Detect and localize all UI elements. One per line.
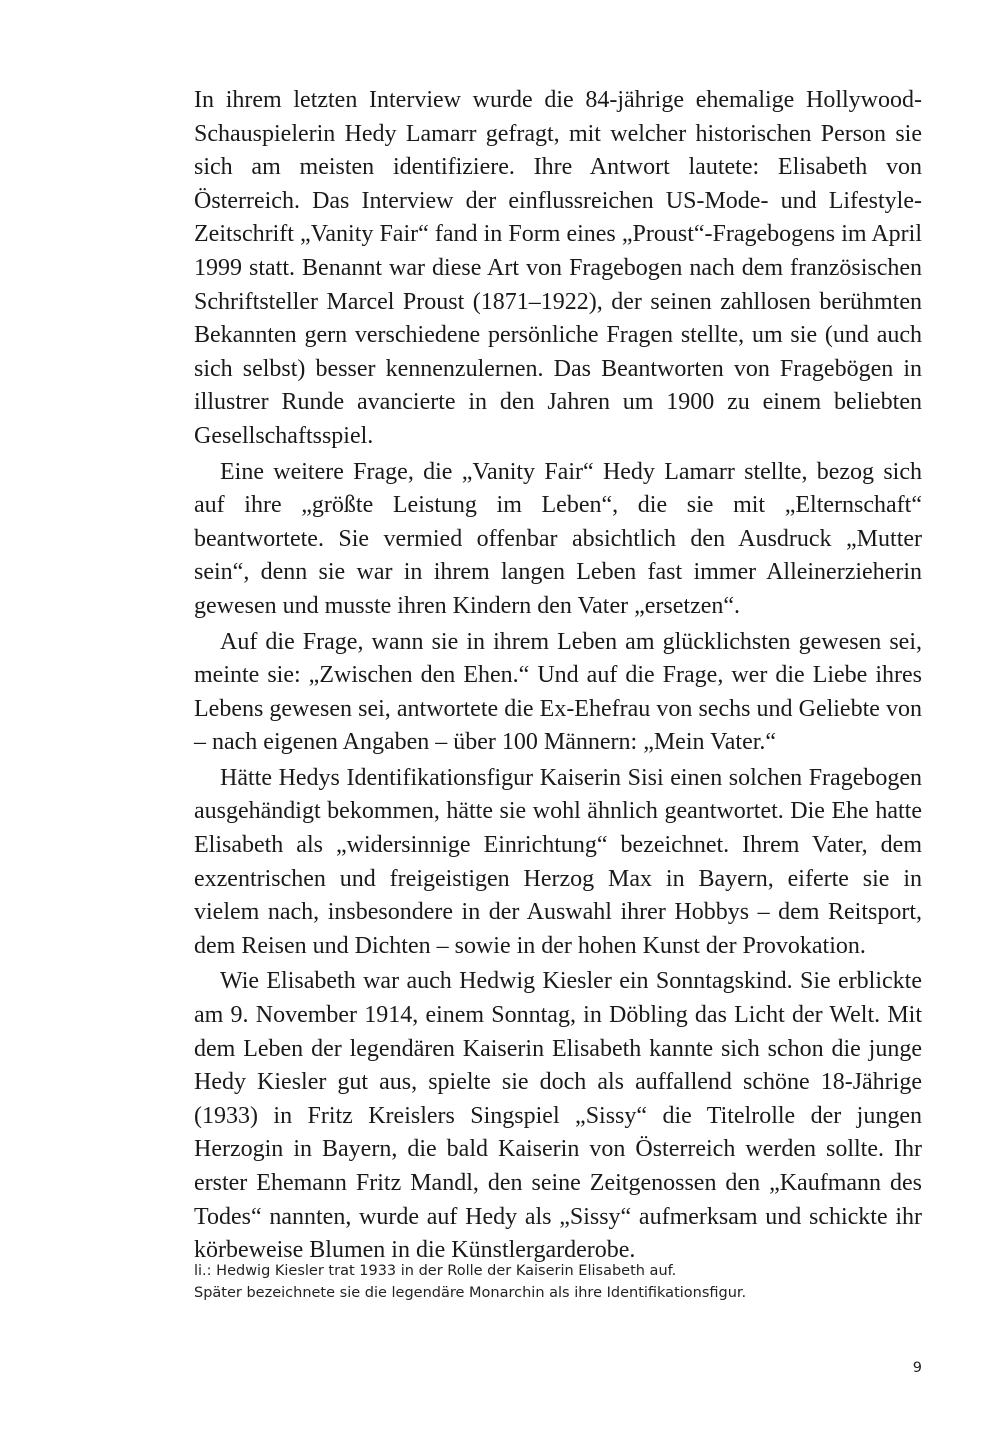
paragraph-4: Hätte Hedys Identifikationsfigur Kaiserin Sisi einen solchen Fragebogen ausgehändigt bekommen, hätte sie wohl ähnlich geantwortet. Die Ehe hatte Elisabeth als „widersinnige Einrichtung“ bezeichnet. Ihrem Vater, dem exzentrischen und freigeistigen Herzog Max in Bayern, eiferte sie in vielem nach, insbesondere in der Auswahl ihrer Hobbys – dem Reitsport, dem Reisen und Dichten – sowie in der hohen Kunst der Provokation. — [194, 764, 922, 959]
paragraph-1: In ihrem letzten Interview wurde die 84-jährige ehemalige Hollywood-Schauspielerin Hedy Lamarr gefragt, mit welcher historischen Person sie sich am meisten identifiziere. Ihre Antwort lautete: Elisabeth von Österreich. Das Interview der einflussreichen US-Mode- und Lifestyle-Zeitschrift „Vanity Fair“ fand in Form eines „Proust“-Fragebogens im April 1999 statt. Benannt war diese Art von Fragebogen nach dem französischen Schriftsteller Marcel Proust (1871–1922), der seinen zahllosen berühmten Bekannten gern verschiedene persönliche Fragen stellte, um sie (und auch sich selbst) besser kennenzulernen. Das Beantworten von Fragebögen in illustrer Runde avancierte in den Jahren um 1900 zu einem beliebten Gesellschaftsspiel. — [194, 87, 922, 449]
paragraph-3: Auf die Frage, wann sie in ihrem Leben am glücklichsten gewesen sei, meinte sie: „Zwischen den Ehen.“ Und auf die Frage, wer die Liebe ihres Lebens gewesen sei, antwortete die Ex-Ehefrau von sechs und Geliebte von – nach eigenen Angaben – über 100 Männern: „Mein Vater.“ — [194, 628, 922, 756]
body-text — [194, 84, 922, 1270]
paragraph-5: Wie Elisabeth war auch Hedwig Kiesler ein Sonntagskind. Sie erblickte am 9. November 1914, einem Sonntag, in Döbling das Licht der Welt. Mit dem Leben der legendären Kaiserin Elisabeth kannte sich schon die junge Hedy Kiesler gut aus, spielte sie doch als auffallend schöne 18-Jährige (1933) in Fritz Kreislers Singspiel „Sissy“ die Titelrolle der jungen Herzogin in Bayern, die bald Kaiserin von Österreich werden sollte. Ihr erster Ehemann Fritz Mandl, den seine Zeitgenossen den „Kaufmann des Todes“ nannten, wurde auf Hedy als „Sissy“ aufmerksam und schickte ihr körbeweise Blumen in die Künstlergarderobe. — [194, 968, 922, 1264]
page-number: 9 — [912, 1360, 922, 1376]
image-caption — [194, 1260, 922, 1304]
caption-line-2: Später bezeichnete sie die legendäre Monarchin als ihre Identifikationsfigur. — [194, 1285, 747, 1301]
caption-line-1: li.: Hedwig Kiesler trat 1933 in der Rolle der Kaiserin Elisabeth auf. — [194, 1263, 677, 1279]
paragraph-2: Eine weitere Frage, die „Vanity Fair“ Hedy Lamarr stellte, bezog sich auf ihre „größte Leistung im Leben“, die sie mit „Elternschaft“ beantwortete. Sie vermied offenbar absichtlich den Ausdruck „Mutter sein“, denn sie war in ihrem langen Leben fast immer Alleinerzieherin gewesen und musste ihren Kindern den Vater „ersetzen“. — [194, 458, 922, 619]
